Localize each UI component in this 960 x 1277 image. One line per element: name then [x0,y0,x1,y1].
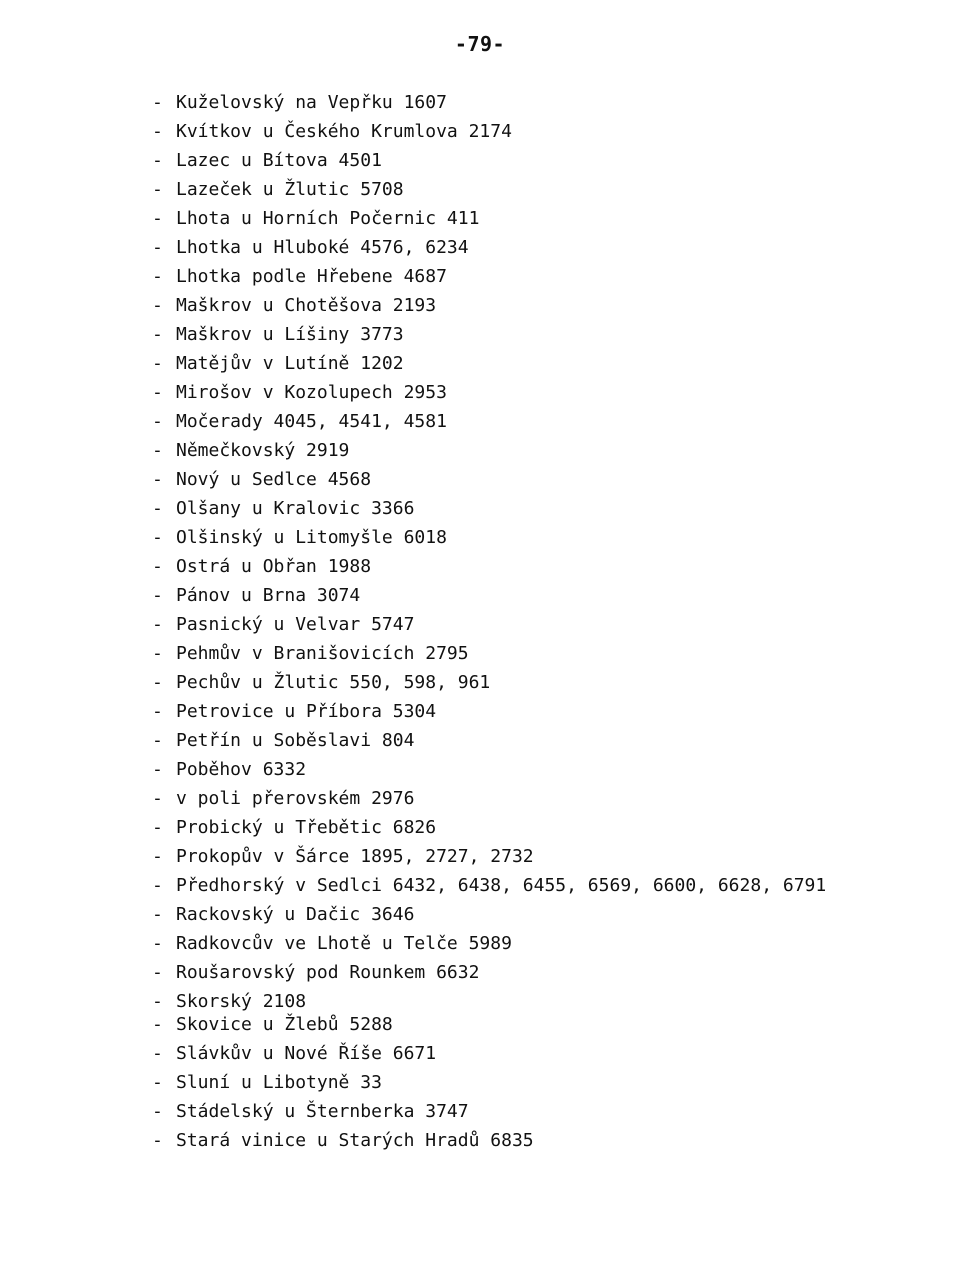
list-item [152,784,852,813]
entry-text: Matějův v Lutíně 1202 [176,353,404,374]
list-bullet: - [152,701,163,722]
list-bullet: - [152,614,163,635]
list-item [152,523,852,552]
list-bullet: - [152,208,163,229]
list-bullet: - [152,759,163,780]
list-item [152,233,852,262]
entry-text: v poli přerovském 2976 [176,788,415,809]
list-bullet: - [152,353,163,374]
list-item [152,610,852,639]
list-item [152,581,852,610]
list-bullet: - [152,498,163,519]
list-item [152,842,852,871]
entry-text: Lhota u Horních Počernic 411 [176,208,480,229]
entry-text: Sluní u Libotyně 33 [176,1072,382,1093]
entry-text: Petřín u Soběslavi 804 [176,730,415,751]
list-bullet: - [152,933,163,954]
entry-text: Kuželovský na Vepřku 1607 [176,92,447,113]
entry-text: Lhotka u Hluboké 4576, 6234 [176,237,469,258]
list-bullet: - [152,150,163,171]
list-item [152,697,852,726]
list-item [152,900,852,929]
entry-text: Stará vinice u Starých Hradů 6835 [176,1130,534,1151]
list-bullet: - [152,295,163,316]
entry-text: Kvítkov u Českého Krumlova 2174 [176,121,512,142]
page-number: -79- [454,32,506,56]
entry-text: Poběhov 6332 [176,759,307,780]
entry-text: Ostrá u Obřan 1988 [176,556,372,577]
list-item [152,1097,852,1126]
list-bullet: - [152,788,163,809]
list-bullet: - [152,585,163,606]
entry-text: Probický u Třebětic 6826 [176,817,437,838]
list-item [152,958,852,987]
entry-text: Pechův u Žlutic 550, 598, 961 [176,672,491,693]
entry-text: Radkovcův ve Lhotě u Telče 5989 [176,933,512,954]
list-item [152,465,852,494]
entry-text: Slávkův u Nové Říše 6671 [176,1043,437,1064]
list-bullet: - [152,643,163,664]
entry-text: Olšany u Kralovic 3366 [176,498,415,519]
entry-text: Prokopův v Šárce 1895, 2727, 2732 [176,846,534,867]
list-bullet: - [152,875,163,896]
list-item [152,262,852,291]
entry-text: Lazec u Bítova 4501 [176,150,382,171]
entry-text: Lazeček u Žlutic 5708 [176,179,404,200]
entry-list [152,88,852,1155]
list-bullet: - [152,121,163,142]
entry-text: Pasnický u Velvar 5747 [176,614,415,635]
list-item [152,668,852,697]
list-item [152,871,852,900]
entry-text: Skovice u Žlebů 5288 [176,1014,393,1035]
list-item [152,349,852,378]
list-item [152,117,852,146]
entry-text: Pánov u Brna 3074 [176,585,361,606]
list-item [152,1010,852,1039]
list-item [152,813,852,842]
entry-text: Maškrov u Chotěšova 2193 [176,295,437,316]
list-bullet: - [152,1014,163,1035]
list-bullet: - [152,382,163,403]
list-bullet: - [152,179,163,200]
list-bullet: - [152,440,163,461]
list-bullet: - [152,1101,163,1122]
entry-text: Předhorský v Sedlci 6432, 6438, 6455, 6569, 6600, 6628, 6791 [176,875,827,896]
entry-text: Roušarovský pod Rounkem 6632 [176,962,480,983]
list-item [152,639,852,668]
list-bullet: - [152,527,163,548]
list-bullet: - [152,991,163,1012]
list-bullet: - [152,846,163,867]
list-bullet: - [152,266,163,287]
list-item [152,726,852,755]
list-item [152,1126,852,1155]
list-bullet: - [152,324,163,345]
list-item [152,378,852,407]
entry-text: Pehmův v Branišovicích 2795 [176,643,469,664]
list-bullet: - [152,1072,163,1093]
entry-text: Petrovice u Příbora 5304 [176,701,437,722]
list-item [152,929,852,958]
entry-text: Mirošov v Kozolupech 2953 [176,382,447,403]
entry-text: Stádelský u Šternberka 3747 [176,1101,469,1122]
entry-text: Lhotka podle Hřebene 4687 [176,266,447,287]
list-item [152,436,852,465]
list-bullet: - [152,672,163,693]
entry-text: Rackovský u Dačic 3646 [176,904,415,925]
list-bullet: - [152,237,163,258]
entry-text: Skorský 2108 [176,991,307,1012]
list-bullet: - [152,556,163,577]
list-bullet: - [152,817,163,838]
list-item [152,88,852,117]
entry-text: Olšinský u Litomyšle 6018 [176,527,447,548]
list-item [152,1068,852,1097]
list-item [152,552,852,581]
list-item [152,1039,852,1068]
entry-text: Maškrov u Líšiny 3773 [176,324,404,345]
list-item [152,407,852,436]
list-item [152,320,852,349]
list-bullet: - [152,1130,163,1151]
list-bullet: - [152,730,163,751]
list-item [152,204,852,233]
list-bullet: - [152,411,163,432]
list-item [152,175,852,204]
list-bullet: - [152,904,163,925]
list-item [152,146,852,175]
list-bullet: - [152,92,163,113]
list-item [152,755,852,784]
entry-text: Němečkovský 2919 [176,440,350,461]
list-bullet: - [152,469,163,490]
entry-text: Močerady 4045, 4541, 4581 [176,411,447,432]
list-item [152,291,852,320]
list-item [152,494,852,523]
list-bullet: - [152,1043,163,1064]
list-bullet: - [152,962,163,983]
entry-text: Nový u Sedlce 4568 [176,469,372,490]
